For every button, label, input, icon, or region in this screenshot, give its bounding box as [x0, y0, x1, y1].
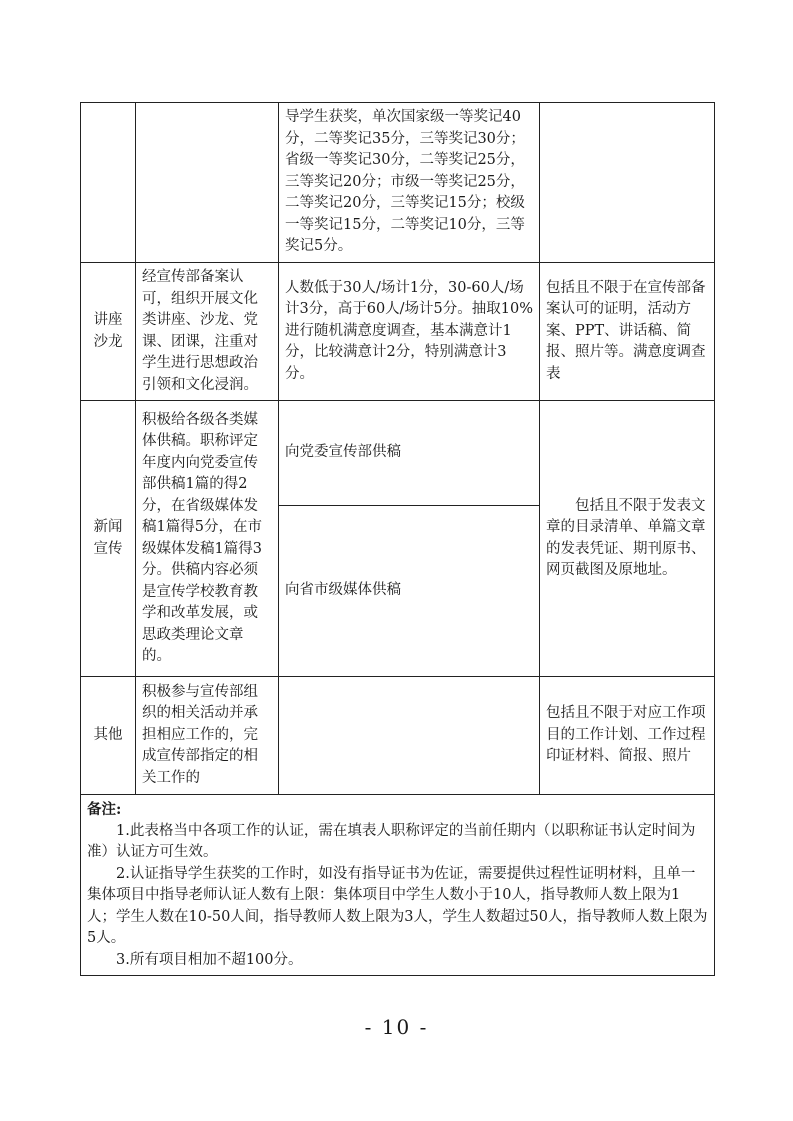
table-row-continued — [81, 103, 715, 263]
content-news: 积极给各级各类媒体供稿。职称评定年度内向党委宣传部供稿1篇的得2分，在省级媒体发稿1篇得5分，在市级媒体发稿1篇得3分。供稿内容必须是宣传学校教育教学和改革发展，或思政类理论文章的。 — [136, 401, 279, 677]
content-lecture: 经宣传部备案认可，组织开展文化类讲座、沙龙、党课、团课，注重对学生进行思想政治引领和文化浸润。 — [136, 263, 279, 401]
criteria-cell-continued: 导学生获奖，单次国家级一等奖记40分，二等奖记35分，三等奖记30分；省级一等奖记30分，二等奖记25分，三等奖记20分；市级一等奖记25分，二等奖记20分，三等奖记15分；校级一等奖记15分，二等奖记10分，三等奖记5分。 — [279, 103, 540, 263]
evidence-news: 包括且不限于发表文章的目录清单、单篇文章的发表凭证、期刊原书、网页截图及原地址。 — [540, 401, 715, 677]
table-row-news-a — [81, 401, 715, 506]
table-row-other — [81, 677, 715, 795]
criteria-lecture: 人数低于30人/场计1分，30-60人/场计3分，高于60人/场计5分。抽取10%进行随机满意度调查，基本满意计1分，比较满意计2分，特别满意计3分。 — [279, 263, 540, 401]
content-cell-continued — [136, 103, 279, 263]
criteria-news-party: 向党委宣传部供稿 — [279, 401, 540, 506]
criteria-other — [279, 677, 540, 795]
evaluation-table — [80, 102, 715, 976]
notes-row — [81, 795, 715, 976]
evidence-cell-continued — [540, 103, 715, 263]
criteria-news-media: 向省市级媒体供稿 — [279, 506, 540, 677]
notes-title: 备注: — [87, 801, 122, 818]
note-item-3: 3.所有项目相加不超100分。 — [116, 951, 303, 968]
category-lecture: 讲座沙龙 — [81, 263, 136, 401]
category-cell-continued — [81, 103, 136, 263]
note-item-2: 2.认证指导学生获奖的工作时，如没有指导证书为佐证，需要提供过程性证明材料，且单一集体项目中指导老师认证人数有上限：集体项目中学生人数小于10人，指导教师人数上限为1人；学生人数在10-50人间，指导教师人数上限为3人，学生人数超过50人，指导教师人数上限为5人。 — [87, 865, 708, 946]
evidence-other: 包括且不限于对应工作项目的工作计划、工作过程印证材料、简报、照片 — [540, 677, 715, 795]
evidence-lecture: 包括且不限于在宣传部备案认可的证明，活动方案、PPT、讲话稿、简报、照片等。满意度调查表 — [540, 263, 715, 401]
category-other: 其他 — [81, 677, 136, 795]
note-item-1: 1.此表格当中各项工作的认证，需在填表人职称评定的当前任期内（以职称证书认定时间为准）认证方可生效。 — [87, 822, 696, 860]
notes-cell — [81, 795, 715, 976]
table-row-lecture — [81, 263, 715, 401]
content-other: 积极参与宣传部组织的相关活动并承担相应工作的，完成宣传部指定的相关工作的 — [136, 677, 279, 795]
page-number: - 10 - — [364, 1015, 429, 1039]
category-news: 新闻宣传 — [81, 401, 136, 677]
